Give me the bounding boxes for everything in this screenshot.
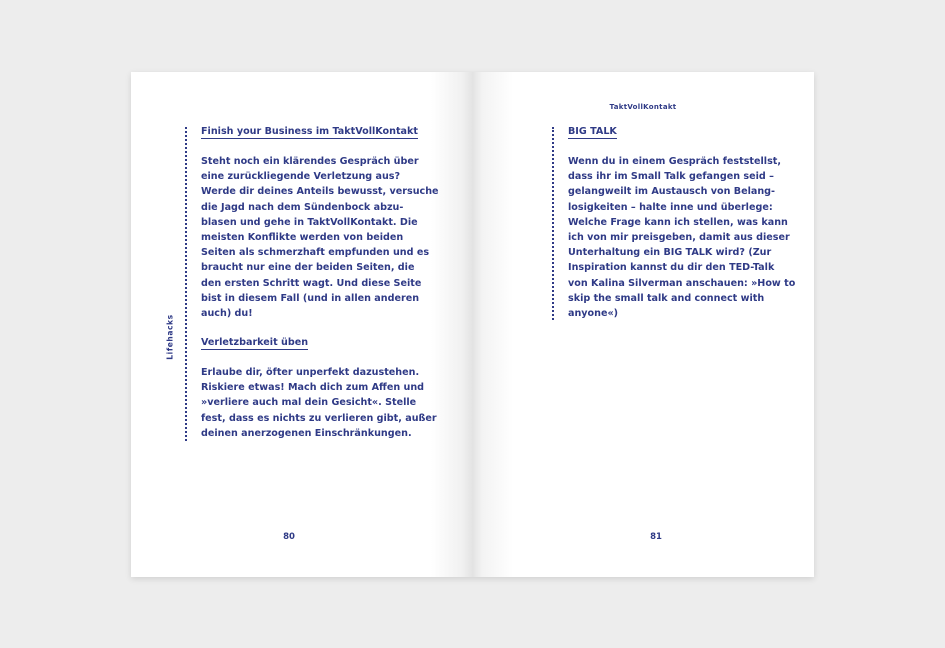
right-page: [472, 72, 814, 577]
left-page: [131, 72, 472, 577]
side-label: Lifehacks: [165, 314, 175, 360]
section-heading-finish-business: Finish your Business im TaktVollKontakt: [201, 126, 418, 137]
section-body-big-talk: Wenn du in einem Gespräch feststellst, dass ihr im Small Talk gefangen seid – gelangweilt im Austausch von Belang- losigkeiten – halte inne und überlege: Welche Frage kann ich stellen, was kann ich von mir preisgeben, damit aus dieser Unterhaltung ein BIG TALK wird? (Zur Inspiration kannst du dir den TED-Talk von Kalina Silverman anschauen: »How to skip the small talk and connect with anyone«): [568, 156, 796, 320]
section-body-finish-business: Steht noch ein klärendes Gespräch über eine zurückliegende Verletzung aus? Werde dir deines Anteils bewusst, versuche die Jagd nach dem Sündenbock abzu- blasen und gehe in TaktVollKontakt. Die meisten Konflikte werden von beiden Seiten als schmerzhaft empfunden und es braucht nur eine der beiden Seiten, die den ersten Schritt wagt. Und diese Seite bist in diesem Fall (und in allen anderen auch) du!: [201, 156, 439, 320]
page-number-left: 80: [283, 532, 295, 542]
right-dotted-rule: [552, 127, 554, 320]
page-number-right: 81: [650, 532, 662, 542]
section-heading-verletzbarkeit: Verletzbarkeit üben: [201, 337, 309, 348]
left-dotted-rule: [185, 127, 187, 441]
section-body-verletzbarkeit: Erlaube dir, öfter unperfekt dazustehen. Riskiere etwas! Mach dich zum Affen und »verliere auch mal dein Gesicht«. Stelle fest, dass es nichts zu verlieren gibt, außer deinen anerzogenen Einschränkungen.: [201, 367, 437, 439]
section-heading-big-talk: BIG TALK: [568, 126, 617, 137]
running-header: TaktVollKontakt: [609, 103, 677, 111]
open-book: [131, 72, 814, 577]
